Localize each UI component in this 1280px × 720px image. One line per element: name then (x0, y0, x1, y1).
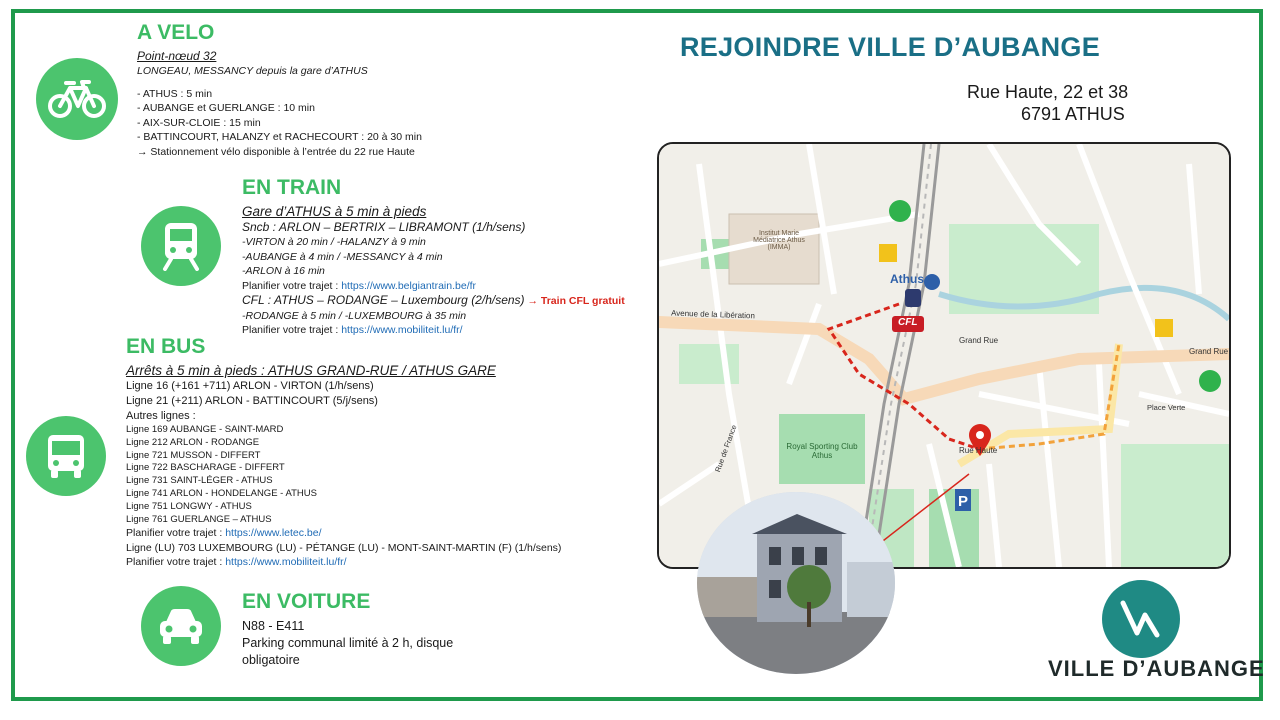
train-icon-circle (141, 206, 221, 286)
train-cfl-row (242, 293, 625, 309)
train-title: EN TRAIN (242, 176, 342, 199)
map-label-cfl: CFL (898, 317, 918, 328)
train-sncb: Sncb : ARLON – BERTRIX – LIBRAMONT (1/h/sens) (242, 220, 526, 234)
address-line-1: Rue Haute, 22 et 38 (967, 82, 1129, 102)
map-label-place-verte: Place Verte (1147, 403, 1186, 412)
bus-other-line-4: Ligne 731 SAINT-LÉGER - ATHUS (126, 475, 273, 487)
bus-other-line-1: Ligne 212 ARLON - RODANGE (126, 436, 260, 448)
train-subtitle: Gare d’ATHUS à 5 min à pieds (242, 204, 427, 219)
map-label-grand-rue: Grand Rue (959, 336, 999, 345)
voiture-section (242, 618, 453, 669)
voiture-roads: N88 - E411 (242, 619, 305, 633)
car-icon (156, 606, 206, 646)
map-drawing (659, 144, 1229, 567)
bus-plan2-row (126, 555, 561, 570)
velo-title: A VELO (137, 21, 215, 44)
bus-subtitle: Arrêts à 5 min à pieds : ATHUS GRAND-RUE / ATHUS GARE (126, 363, 496, 378)
voiture-parking-l2: obligatoire (242, 653, 300, 667)
mobiliteit-link[interactable]: https://www.mobiliteit.lu/fr/ (341, 324, 463, 336)
velo-subtitle: Point-nœud 32 (137, 49, 217, 63)
arrow-right-icon: → (527, 295, 538, 307)
bus-plan1-label: Planifier votre trajet : (126, 527, 226, 540)
map-label-station: Athus (890, 272, 924, 286)
bus-other-line-5: Ligne 741 ARLON - HONDELANGE - ATHUS (126, 487, 317, 499)
aubange-va-icon (1117, 597, 1165, 641)
address-line-2: 6791 ATHUS (1021, 104, 1125, 124)
bus-main-line-1: Ligne 21 (+211) ARLON - BATTINCOURT (5/j/sens) (126, 395, 378, 407)
map-label-rue-france: Rue de France (713, 423, 739, 474)
velo-route: LONGEAU, MESSANCY depuis la gare d’ATHUS (137, 65, 368, 77)
building-illustration (697, 492, 895, 674)
velo-item-1: - AUBANGE et GUERLANGE : 10 min (137, 102, 315, 114)
velo-item-3: - BATTINCOURT, HALANZY et RACHECOURT : 20 à 30 min (137, 131, 422, 143)
velo-item-0: - ATHUS : 5 min (137, 87, 213, 100)
map-label-avenue: Avenue de la Libération (670, 308, 756, 321)
train-plan2-row (242, 323, 625, 338)
train-cfl-time-0: -RODANGE à 5 min / -LUXEMBOURG à 35 min (242, 309, 467, 322)
bus-other-line-2: Ligne 721 MUSSON - DIFFERT (126, 449, 261, 461)
train-cfl-free: Train CFL gratuit (540, 295, 625, 307)
bicycle-icon-circle (36, 58, 118, 140)
voiture-parking-l1: Parking communal limité à 2 h, disque (242, 636, 454, 650)
voiture-title: EN VOITURE (242, 590, 371, 613)
train-sncb-time-2: -ARLON à 16 min (242, 265, 325, 277)
train-plan1-row (242, 279, 625, 294)
map-label-rue-haute: Rue Haute (959, 446, 998, 455)
map-label-royal: Royal Sporting Club Athus (786, 442, 858, 460)
train-sncb-time-0: -VIRTON à 20 min / -HALANZY à 9 min (242, 236, 426, 248)
train-cfl: CFL : ATHUS – RODANGE – Luxembourg (2/h/sens) (242, 293, 525, 307)
train-section (242, 203, 625, 338)
train-plan2-label: Planifier votre trajet : (242, 324, 342, 336)
velo-parking: Stationnement vélo disponible à l’entrée du 22 rue Haute (150, 145, 415, 158)
train-icon (161, 221, 201, 271)
bus-plan2-label: Planifier votre trajet : (126, 556, 226, 569)
aubange-logo (1102, 580, 1180, 658)
map-label-grand-rue-east: Grand Rue (1189, 347, 1229, 356)
page-title: REJOINDRE VILLE D’AUBANGE (680, 32, 1101, 62)
bus-plan1-row (126, 526, 561, 541)
belgiantrain-link[interactable]: https://www.belgiantrain.be/fr (341, 279, 477, 292)
velo-item-2: - AIX-SUR-CLOIE : 15 min (137, 116, 261, 129)
arrow-right-icon: → (137, 145, 151, 158)
letec-link[interactable]: https://www.letec.be/ (225, 527, 322, 540)
bus-icon-circle (26, 416, 106, 496)
bicycle-icon (48, 79, 106, 119)
svg-text:P: P (958, 493, 969, 510)
train-plan1-label: Planifier votre trajet : (242, 279, 342, 292)
bus-main-line-0: Ligne 16 (+161 +711) ARLON - VIRTON (1/h/sens) (126, 380, 374, 392)
map-label-institut: Institut Marie Médiatrice Athus (IMMA) (753, 230, 805, 251)
bus-title: EN BUS (126, 335, 206, 358)
velo-parking-row (137, 145, 422, 160)
velo-section (137, 48, 422, 159)
bus-other-line-0: Ligne 169 AUBANGE - SAINT-MARD (126, 424, 284, 435)
bus-section (126, 362, 561, 570)
building-photo (697, 492, 895, 674)
bus-other-line-6: Ligne 751 LONGWY - ATHUS (126, 500, 252, 512)
brand-name: VILLE D’AUBANGE (1048, 656, 1265, 681)
bus-main-line-2: Autres lignes : (126, 410, 196, 422)
bus-other-line-7: Ligne 761 GUERLANGE – ATHUS (126, 513, 272, 525)
mobiliteit-bus-link[interactable]: https://www.mobiliteit.lu/fr/ (225, 556, 347, 569)
bus-lux-line: Ligne (LU) 703 LUXEMBOURG (LU) - PÉTANGE (LU) - MONT-SAINT-MARTIN (F) (1/h/sens) (126, 541, 562, 554)
train-sncb-time-1: -AUBANGE à 4 min / -MESSANCY à 4 min (242, 250, 443, 263)
bus-other-line-3: Ligne 722 BASCHARAGE - DIFFERT (126, 462, 285, 474)
bus-icon (45, 433, 87, 479)
car-icon-circle (141, 586, 221, 666)
